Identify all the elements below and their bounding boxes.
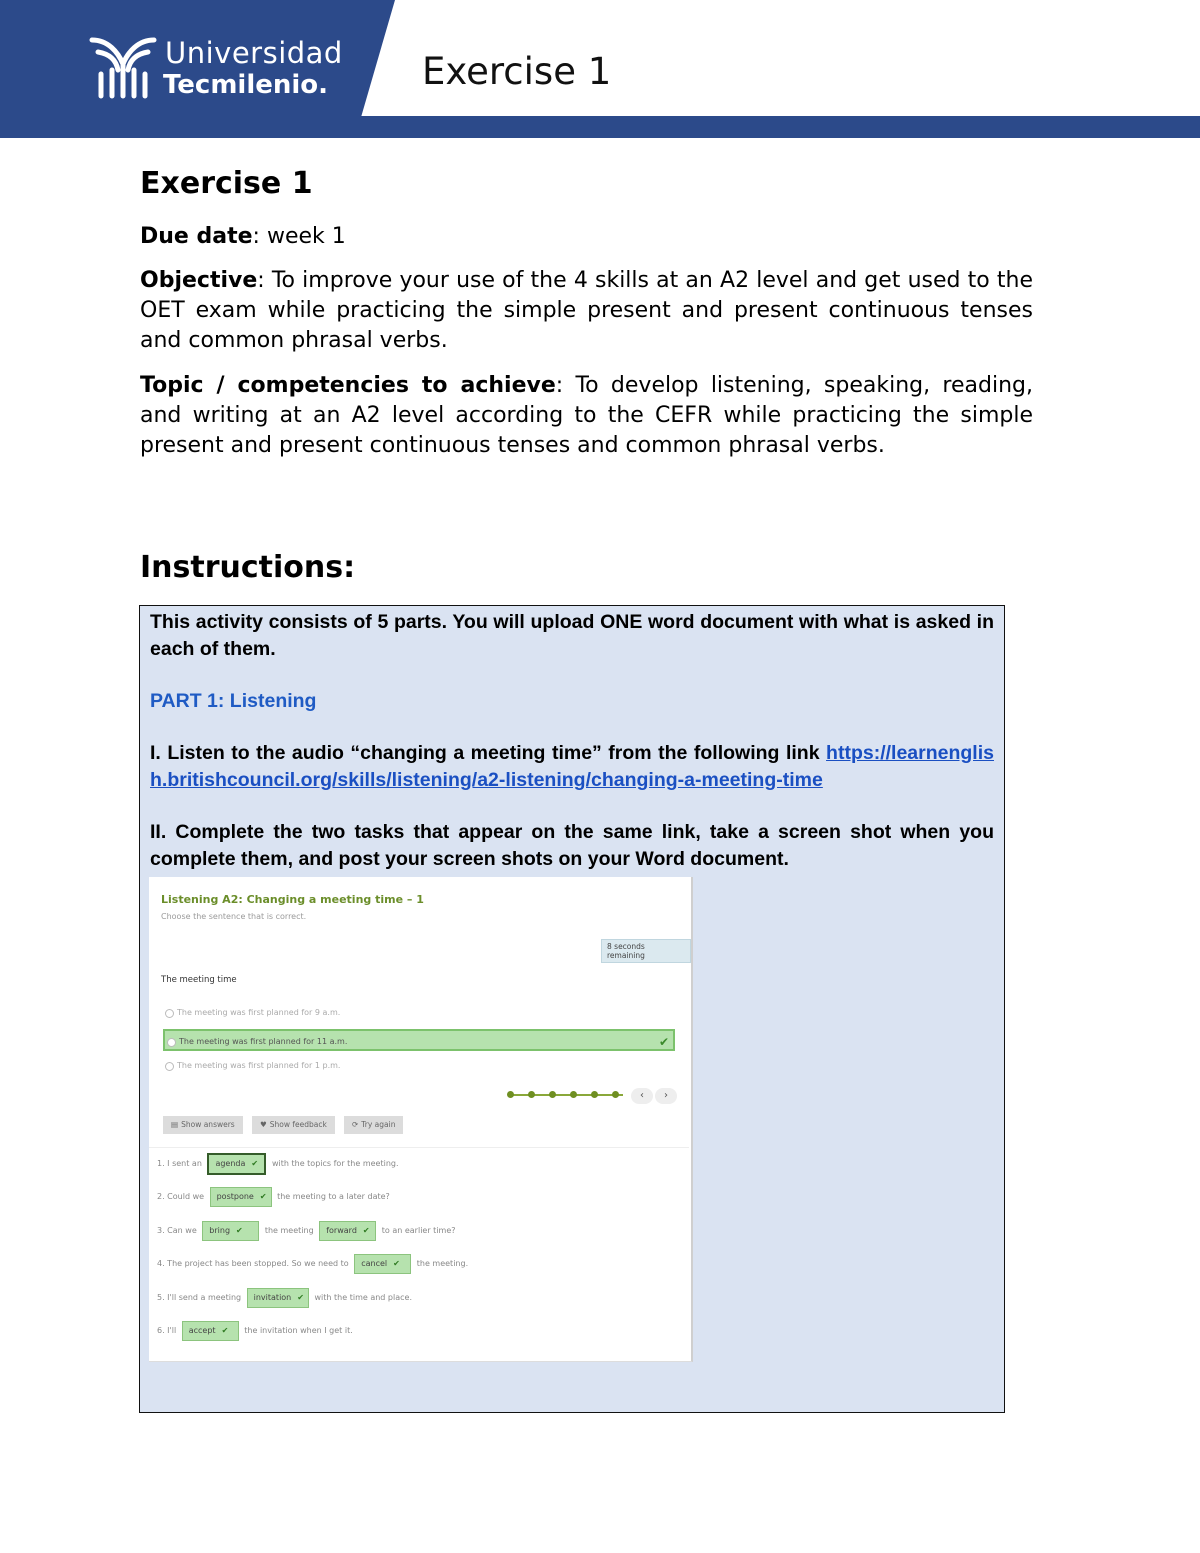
topic-competencies xyxy=(140,371,1033,461)
answer-option-text: The meeting was first planned for 11 a.m. xyxy=(179,1037,348,1046)
check-icon: ✔ xyxy=(251,1158,259,1168)
gap-fill-row xyxy=(157,1319,353,1343)
check-icon: ✔ xyxy=(658,1035,669,1049)
tecmilenio-logo-icon xyxy=(88,30,158,100)
due-date-label: Due date xyxy=(140,224,253,249)
topic-text: : To develop listening, speaking, reading, and writing at an A2 level according to the CEFR while practicing the simple present and present continuous tenses and common phrasal verbs. xyxy=(140,373,1033,458)
check-icon: ✔ xyxy=(393,1258,400,1268)
header-title: Exercise 1 xyxy=(422,50,612,93)
gap-answer[interactable] xyxy=(182,1321,239,1341)
show-feedback-button[interactable] xyxy=(252,1116,335,1134)
due-date-value: : week 1 xyxy=(252,224,346,249)
answer-option[interactable] xyxy=(163,1055,675,1077)
topic-label: Topic / competencies to achieve xyxy=(140,373,556,398)
question-text: The meeting time xyxy=(161,975,237,985)
objective xyxy=(140,266,1033,356)
gap-answer[interactable] xyxy=(247,1288,309,1308)
gap-answer[interactable] xyxy=(354,1254,411,1274)
gap-answer[interactable] xyxy=(210,1187,272,1207)
exercise-screenshot xyxy=(149,877,693,1362)
answer-option-correct[interactable] xyxy=(163,1029,675,1051)
british-council-link[interactable]: https://learnenglish.britishcouncil.org/skills/listening/a2-listening/changing-a-meeting-time xyxy=(150,742,994,791)
gap-answer-text: invitation xyxy=(253,1292,292,1302)
exercise-subtitle: Choose the sentence that is correct. xyxy=(161,912,307,921)
heart-icon: ♥ xyxy=(260,1120,267,1129)
sentence-text: with the topics for the meeting. xyxy=(271,1159,399,1168)
gap-fill-row xyxy=(157,1219,456,1243)
document-title: Exercise 1 xyxy=(140,166,313,201)
progress-dot[interactable] xyxy=(591,1091,598,1098)
progress-dot[interactable] xyxy=(549,1091,556,1098)
instructions-intro: This activity consists of 5 parts. You will upload ONE word document with what is asked in each of them. xyxy=(150,611,994,660)
refresh-icon: ⟳ xyxy=(352,1120,359,1129)
gap-answer[interactable] xyxy=(207,1153,266,1175)
check-icon: ✔ xyxy=(297,1292,304,1302)
list-icon: ▤ xyxy=(171,1120,179,1129)
gap-answer-text: agenda xyxy=(215,1158,246,1168)
progress-dot[interactable] xyxy=(528,1091,535,1098)
progress-line xyxy=(509,1094,623,1096)
header-bar xyxy=(0,116,1200,138)
radio-icon xyxy=(167,1038,176,1047)
try-again-label: Try again xyxy=(361,1120,396,1129)
gap-answer-text: forward xyxy=(326,1225,357,1235)
step1-text: I. Listen to the audio “changing a meeting time” from the following link xyxy=(150,742,827,764)
gap-fill-row xyxy=(157,1252,468,1276)
sentence-text: with the time and place. xyxy=(314,1293,412,1302)
prev-button[interactable]: ‹ xyxy=(631,1088,653,1104)
sentence-text: the invitation when I get it. xyxy=(244,1326,353,1335)
gap-fill-row xyxy=(157,1185,390,1209)
answer-option-text: The meeting was first planned for 9 a.m. xyxy=(177,1008,341,1017)
sentence-text: 2. Could we xyxy=(157,1192,205,1201)
check-icon: ✔ xyxy=(259,1191,267,1201)
sentence-text: 1. I sent an xyxy=(157,1159,202,1168)
try-again-button[interactable] xyxy=(344,1116,403,1134)
gap-answer-text: bring xyxy=(209,1225,231,1235)
show-answers-label: Show answers xyxy=(181,1120,235,1129)
objective-label: Objective xyxy=(140,268,258,293)
sentence-text: the meeting. xyxy=(416,1259,469,1268)
answer-option[interactable] xyxy=(163,1002,675,1024)
next-button[interactable]: › xyxy=(655,1088,677,1104)
gap-fill-row xyxy=(157,1286,412,1310)
radio-icon xyxy=(165,1062,174,1071)
exercise-title: Listening A2: Changing a meeting time – 1 xyxy=(161,893,424,906)
sentence-text: 5. I'll send a meeting xyxy=(157,1293,242,1302)
progress-dot[interactable] xyxy=(507,1091,514,1098)
objective-text: : To improve your use of the 4 skills at an A2 level and get used to the OET exam while practicing the simple present and present continuous tenses and common phrasal verbs. xyxy=(140,268,1033,353)
show-answers-button[interactable] xyxy=(163,1116,243,1134)
sentence-text: to an earlier time? xyxy=(381,1226,456,1235)
check-icon: ✔ xyxy=(221,1325,229,1335)
part1-title: PART 1: Listening xyxy=(150,690,317,712)
progress-dot[interactable] xyxy=(570,1091,577,1098)
gap-answer-text: postpone xyxy=(216,1191,254,1201)
step1 xyxy=(150,740,994,794)
check-icon: ✔ xyxy=(236,1225,243,1235)
progress-dots xyxy=(507,1089,627,1101)
answer-option-text: The meeting was first planned for 1 p.m. xyxy=(177,1061,341,1070)
sentence-text: the meeting xyxy=(264,1226,314,1235)
gap-fill-row xyxy=(157,1152,399,1176)
sentence-text: 6. I'll xyxy=(157,1326,177,1335)
gap-answer[interactable] xyxy=(202,1221,259,1241)
show-feedback-label: Show feedback xyxy=(269,1120,327,1129)
logo-wordmark-line2: Tecmilenio. xyxy=(163,70,329,100)
check-icon: ✔ xyxy=(362,1225,370,1235)
step2: II. Complete the two tasks that appear on the same link, take a screen shot when you complete them, and post your screen shots on your Word document. xyxy=(150,821,994,870)
sentence-text: 4. The project has been stopped. So we need to xyxy=(157,1259,349,1268)
gap-answer-text: cancel xyxy=(361,1258,388,1268)
sentence-text: 3. Can we xyxy=(157,1226,197,1235)
instructions-heading: Instructions: xyxy=(140,550,356,585)
logo-wordmark-line1: Universidad xyxy=(165,36,343,70)
radio-icon xyxy=(165,1009,174,1018)
divider xyxy=(149,1147,689,1148)
due-date xyxy=(140,222,1033,252)
timer-badge: 8 seconds remaining xyxy=(601,939,691,963)
progress-dot[interactable] xyxy=(612,1091,619,1098)
sentence-text: the meeting to a later date? xyxy=(277,1192,390,1201)
gap-answer[interactable] xyxy=(319,1221,376,1241)
gap-answer-text: accept xyxy=(188,1325,216,1335)
